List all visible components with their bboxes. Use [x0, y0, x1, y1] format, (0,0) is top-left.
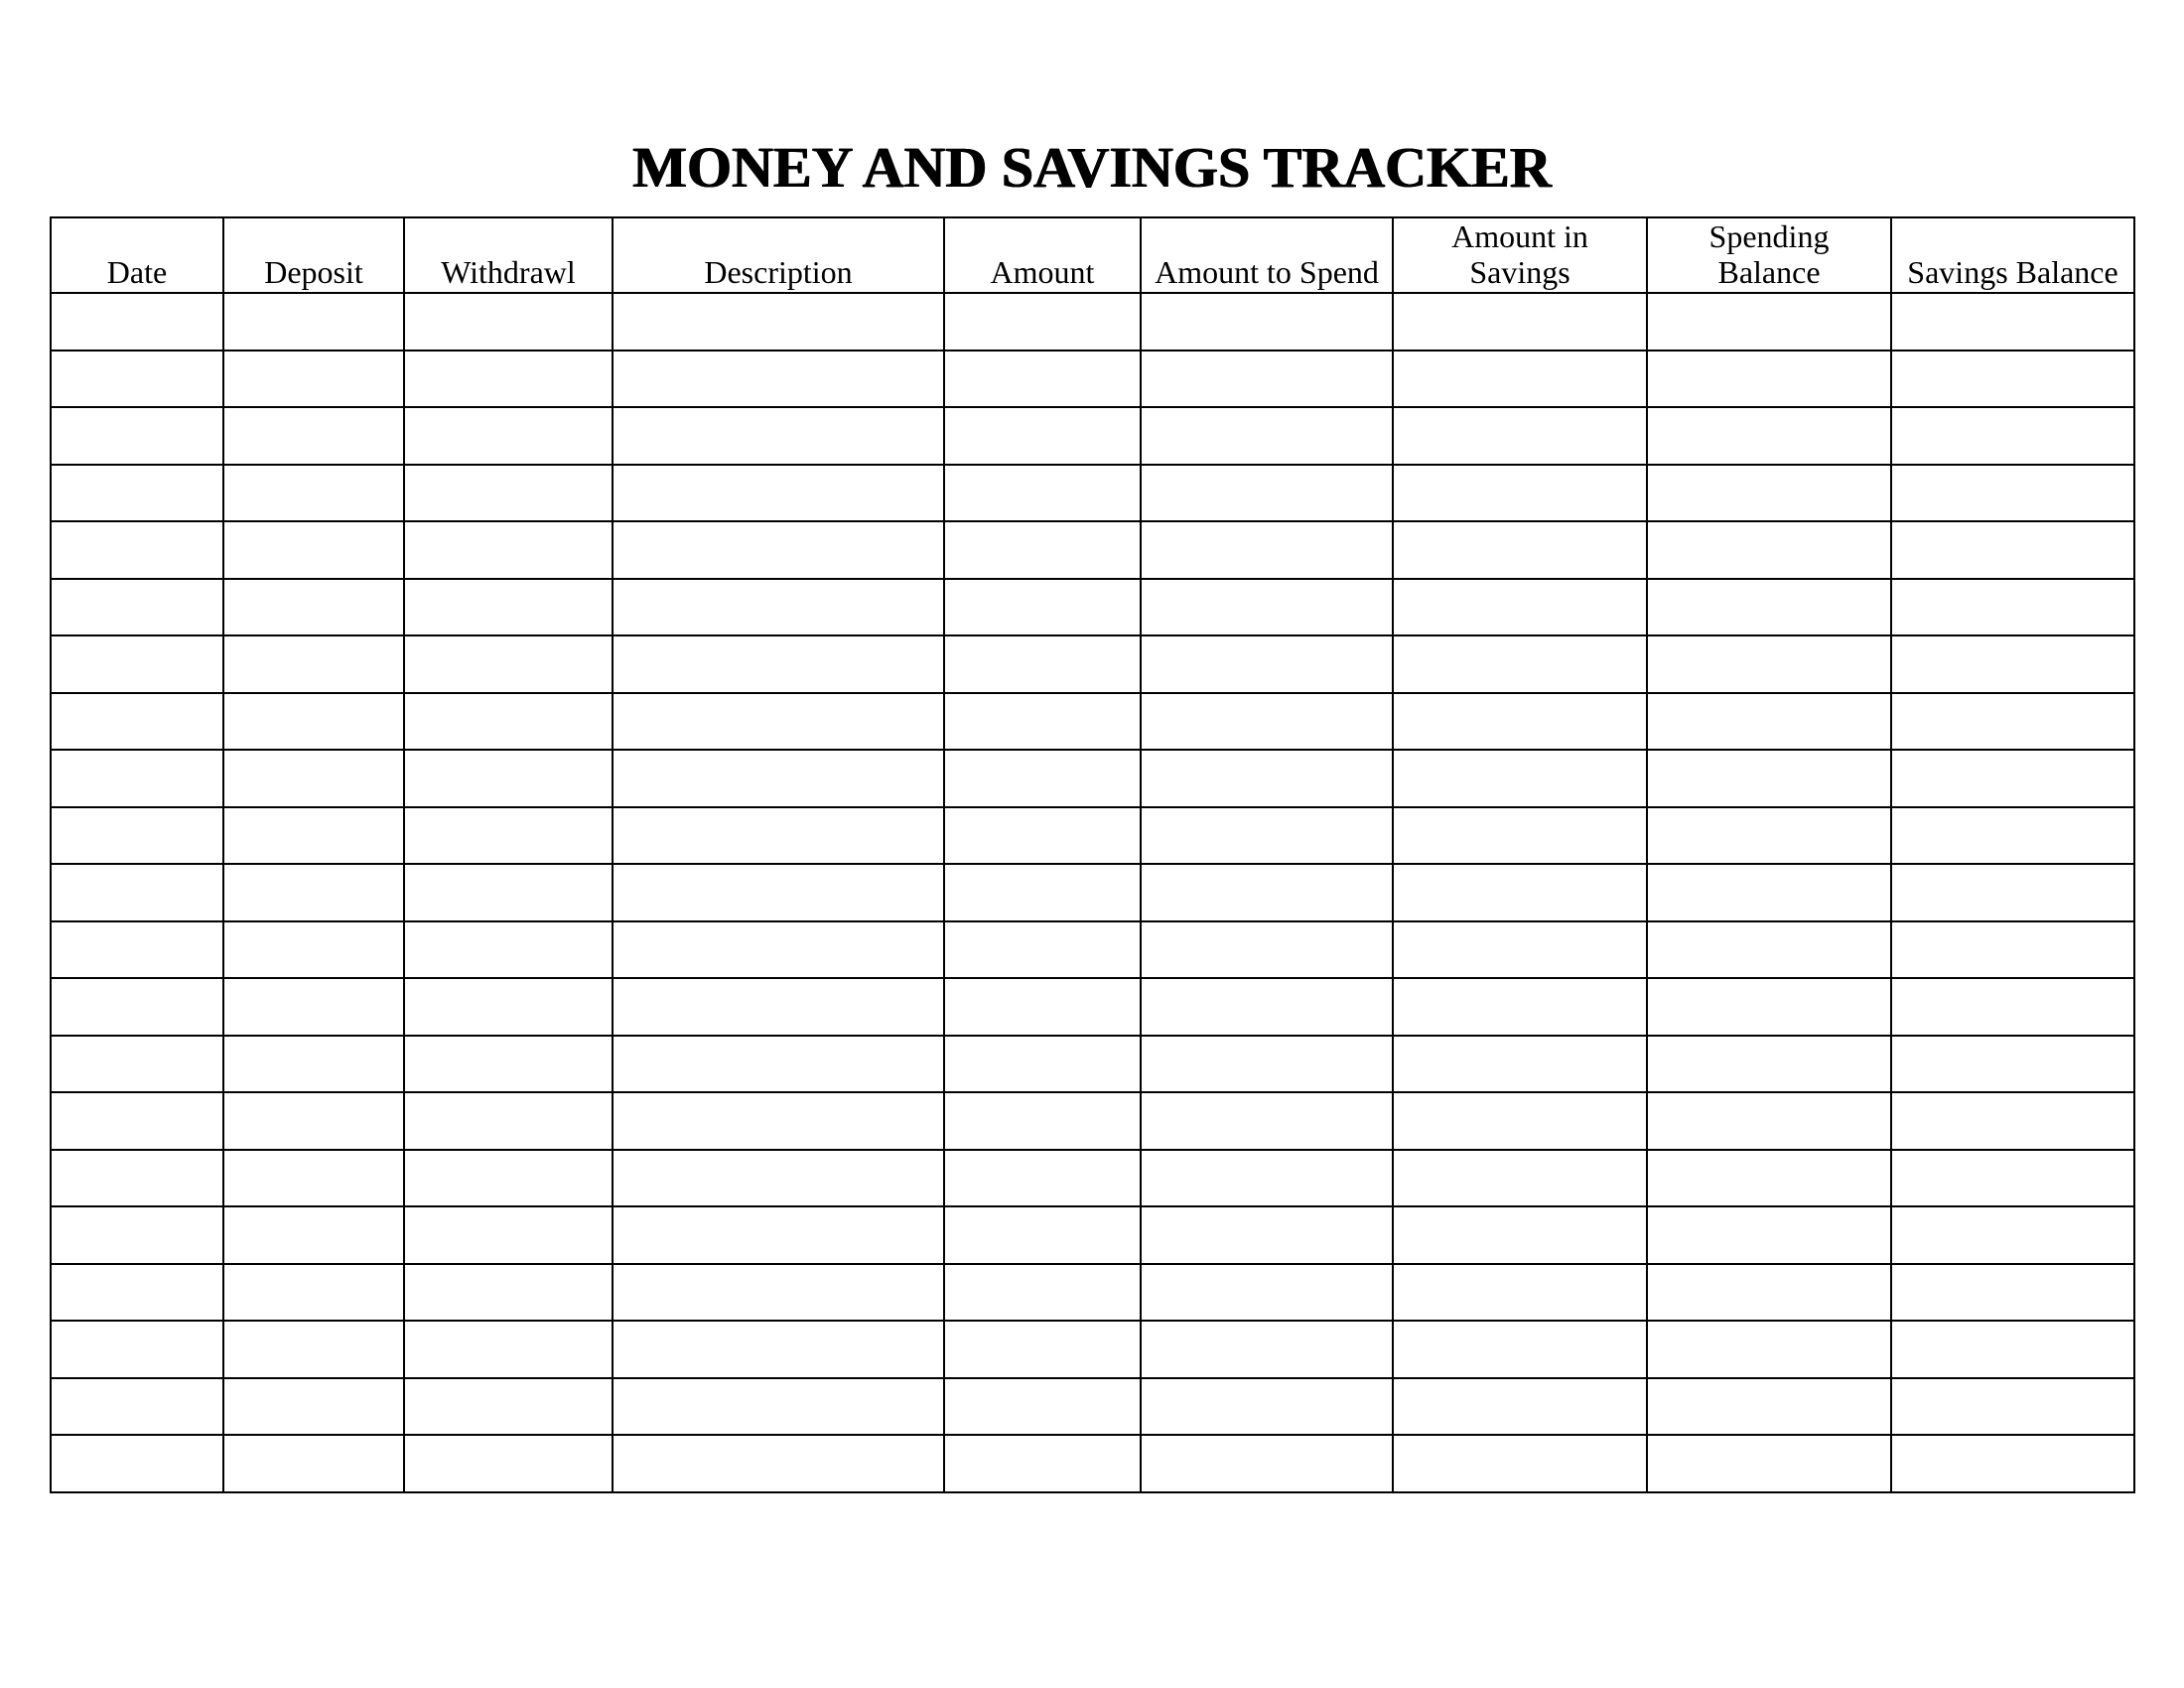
cell-amount-in-savings[interactable]	[1393, 579, 1647, 636]
cell-amount[interactable]	[944, 351, 1141, 408]
cell-savings-balance[interactable]	[1891, 521, 2134, 579]
cell-deposit[interactable]	[223, 750, 404, 807]
column-header-label: Date	[106, 254, 168, 290]
cell-description[interactable]	[613, 978, 944, 1036]
cell-description[interactable]	[613, 465, 944, 522]
cell-savings-balance[interactable]	[1891, 1092, 2134, 1150]
cell-deposit[interactable]	[223, 407, 404, 465]
cell-amount-in-savings[interactable]	[1393, 693, 1647, 751]
cell-date[interactable]	[51, 1264, 223, 1322]
cell-withdrawl[interactable]	[404, 693, 613, 751]
table-row	[51, 693, 2134, 751]
cell-amount-to-spend[interactable]	[1141, 1435, 1393, 1492]
cell-amount-to-spend[interactable]	[1141, 351, 1393, 408]
cell-description[interactable]	[613, 407, 944, 465]
cell-deposit[interactable]	[223, 1206, 404, 1264]
table-row	[51, 465, 2134, 522]
table-row	[51, 407, 2134, 465]
cell-withdrawl[interactable]	[404, 1378, 613, 1436]
cell-deposit[interactable]	[223, 1036, 404, 1093]
cell-amount[interactable]	[944, 293, 1141, 351]
cell-description[interactable]	[613, 351, 944, 408]
cell-description[interactable]	[613, 1036, 944, 1093]
table-row	[51, 1092, 2134, 1150]
cell-deposit[interactable]	[223, 635, 404, 693]
cell-description[interactable]	[613, 1321, 944, 1378]
cell-savings-balance[interactable]	[1891, 978, 2134, 1036]
page-title: MONEY AND SAVINGS TRACKER	[632, 135, 1552, 200]
cell-amount[interactable]	[944, 407, 1141, 465]
cell-date[interactable]	[51, 407, 223, 465]
cell-amount-to-spend[interactable]	[1141, 521, 1393, 579]
cell-spending-balance[interactable]	[1647, 407, 1891, 465]
cell-description[interactable]	[613, 1378, 944, 1436]
cell-withdrawl[interactable]	[404, 635, 613, 693]
cell-amount-to-spend[interactable]	[1141, 1321, 1393, 1378]
table-row	[51, 351, 2134, 408]
cell-amount[interactable]	[944, 579, 1141, 636]
cell-amount[interactable]	[944, 521, 1141, 579]
cell-withdrawl[interactable]	[404, 351, 613, 408]
cell-amount[interactable]	[944, 1264, 1141, 1322]
column-header-label: Amount to Spend	[1155, 254, 1379, 290]
cell-date[interactable]	[51, 921, 223, 979]
column-header-label-line1: Spending	[1708, 218, 1830, 254]
cell-withdrawl[interactable]	[404, 1092, 613, 1150]
cell-savings-balance[interactable]	[1891, 1435, 2134, 1492]
column-header-amount	[944, 217, 1141, 293]
column-header-label-line2: Balance	[1717, 254, 1821, 290]
cell-spending-balance[interactable]	[1647, 465, 1891, 522]
cell-amount-to-spend[interactable]	[1141, 293, 1393, 351]
cell-amount-in-savings[interactable]	[1393, 807, 1647, 865]
cell-description[interactable]	[613, 1264, 944, 1322]
cell-date[interactable]	[51, 1321, 223, 1378]
cell-spending-balance[interactable]	[1647, 921, 1891, 979]
cell-description[interactable]	[613, 579, 944, 636]
table-row	[51, 807, 2134, 865]
cell-amount-to-spend[interactable]	[1141, 465, 1393, 522]
cell-spending-balance[interactable]	[1647, 978, 1891, 1036]
table-row	[51, 293, 2134, 351]
cell-spending-balance[interactable]	[1647, 1150, 1891, 1207]
table-row	[51, 1378, 2134, 1436]
table-row	[51, 1321, 2134, 1378]
cell-withdrawl[interactable]	[404, 521, 613, 579]
cell-amount-to-spend[interactable]	[1141, 693, 1393, 751]
cell-date[interactable]	[51, 693, 223, 751]
column-header-spending-balance	[1647, 217, 1891, 293]
table-row	[51, 1264, 2134, 1322]
cell-deposit[interactable]	[223, 521, 404, 579]
cell-amount[interactable]	[944, 807, 1141, 865]
cell-amount-to-spend[interactable]	[1141, 978, 1393, 1036]
cell-description[interactable]	[613, 293, 944, 351]
cell-amount-to-spend[interactable]	[1141, 1150, 1393, 1207]
cell-date[interactable]	[51, 1378, 223, 1436]
cell-amount-to-spend[interactable]	[1141, 407, 1393, 465]
table-row	[51, 635, 2134, 693]
cell-date[interactable]	[51, 807, 223, 865]
cell-amount[interactable]	[944, 1378, 1141, 1436]
cell-withdrawl[interactable]	[404, 465, 613, 522]
cell-savings-balance[interactable]	[1891, 750, 2134, 807]
cell-amount-to-spend[interactable]	[1141, 921, 1393, 979]
cell-amount-to-spend[interactable]	[1141, 864, 1393, 921]
cell-savings-balance[interactable]	[1891, 635, 2134, 693]
cell-withdrawl[interactable]	[404, 407, 613, 465]
cell-savings-balance[interactable]	[1891, 1321, 2134, 1378]
cell-deposit[interactable]	[223, 864, 404, 921]
cell-spending-balance[interactable]	[1647, 1206, 1891, 1264]
cell-withdrawl[interactable]	[404, 1264, 613, 1322]
cell-description[interactable]	[613, 1092, 944, 1150]
cell-date[interactable]	[51, 1092, 223, 1150]
cell-savings-balance[interactable]	[1891, 1378, 2134, 1436]
cell-amount-in-savings[interactable]	[1393, 1206, 1647, 1264]
cell-amount-in-savings[interactable]	[1393, 293, 1647, 351]
cell-withdrawl[interactable]	[404, 1435, 613, 1492]
cell-date[interactable]	[51, 521, 223, 579]
cell-deposit[interactable]	[223, 978, 404, 1036]
column-header-amount-to-spend	[1141, 217, 1393, 293]
cell-withdrawl[interactable]	[404, 978, 613, 1036]
table-row	[51, 921, 2134, 979]
cell-withdrawl[interactable]	[404, 864, 613, 921]
cell-amount-in-savings[interactable]	[1393, 407, 1647, 465]
cell-amount-to-spend[interactable]	[1141, 807, 1393, 865]
column-header-label: Withdrawl	[441, 254, 576, 290]
table-row	[51, 1206, 2134, 1264]
cell-spending-balance[interactable]	[1647, 293, 1891, 351]
cell-savings-balance[interactable]	[1891, 1036, 2134, 1093]
cell-amount-in-savings[interactable]	[1393, 1036, 1647, 1093]
cell-withdrawl[interactable]	[404, 1150, 613, 1207]
cell-withdrawl[interactable]	[404, 750, 613, 807]
table-row	[51, 864, 2134, 921]
cell-spending-balance[interactable]	[1647, 635, 1891, 693]
column-header-deposit	[223, 217, 404, 293]
cell-description[interactable]	[613, 1206, 944, 1264]
cell-amount[interactable]	[944, 1092, 1141, 1150]
table-row	[51, 521, 2134, 579]
cell-date[interactable]	[51, 1435, 223, 1492]
cell-savings-balance[interactable]	[1891, 693, 2134, 751]
cell-amount[interactable]	[944, 693, 1141, 751]
column-header-label: Deposit	[264, 254, 363, 290]
cell-withdrawl[interactable]	[404, 1206, 613, 1264]
cell-amount[interactable]	[944, 864, 1141, 921]
cell-amount-in-savings[interactable]	[1393, 465, 1647, 522]
cell-amount[interactable]	[944, 1321, 1141, 1378]
column-header-label: Amount	[990, 254, 1095, 290]
column-header-label-line2: Savings	[1469, 254, 1570, 290]
cell-amount-in-savings[interactable]	[1393, 921, 1647, 979]
cell-amount-in-savings[interactable]	[1393, 978, 1647, 1036]
cell-amount-to-spend[interactable]	[1141, 635, 1393, 693]
cell-savings-balance[interactable]	[1891, 1150, 2134, 1207]
column-header-label-line1: Amount in	[1451, 218, 1588, 254]
table-row	[51, 1435, 2134, 1492]
column-header-description	[613, 217, 944, 293]
cell-savings-balance[interactable]	[1891, 465, 2134, 522]
cell-amount-to-spend[interactable]	[1141, 1378, 1393, 1436]
tracker-table	[50, 216, 2135, 1493]
cell-spending-balance[interactable]	[1647, 1321, 1891, 1378]
cell-deposit[interactable]	[223, 1321, 404, 1378]
cell-deposit[interactable]	[223, 1264, 404, 1322]
cell-savings-balance[interactable]	[1891, 293, 2134, 351]
cell-amount[interactable]	[944, 635, 1141, 693]
cell-amount-to-spend[interactable]	[1141, 579, 1393, 636]
cell-withdrawl[interactable]	[404, 921, 613, 979]
cell-amount[interactable]	[944, 465, 1141, 522]
cell-amount[interactable]	[944, 1036, 1141, 1093]
table-row	[51, 579, 2134, 636]
cell-description[interactable]	[613, 1435, 944, 1492]
cell-spending-balance[interactable]	[1647, 1435, 1891, 1492]
cell-amount[interactable]	[944, 1206, 1141, 1264]
cell-deposit[interactable]	[223, 1092, 404, 1150]
cell-deposit[interactable]	[223, 1378, 404, 1436]
cell-spending-balance[interactable]	[1647, 521, 1891, 579]
cell-amount[interactable]	[944, 1435, 1141, 1492]
cell-spending-balance[interactable]	[1647, 1036, 1891, 1093]
column-header-label: Savings Balance	[1907, 254, 2118, 290]
cell-spending-balance[interactable]	[1647, 693, 1891, 751]
cell-savings-balance[interactable]	[1891, 1264, 2134, 1322]
cell-amount-to-spend[interactable]	[1141, 1264, 1393, 1322]
tracker-body	[51, 293, 2134, 1492]
cell-date[interactable]	[51, 864, 223, 921]
cell-amount-in-savings[interactable]	[1393, 1092, 1647, 1150]
cell-deposit[interactable]	[223, 693, 404, 751]
cell-description[interactable]	[613, 807, 944, 865]
cell-date[interactable]	[51, 978, 223, 1036]
cell-savings-balance[interactable]	[1891, 807, 2134, 865]
cell-date[interactable]	[51, 579, 223, 636]
cell-spending-balance[interactable]	[1647, 1378, 1891, 1436]
cell-deposit[interactable]	[223, 293, 404, 351]
cell-amount-to-spend[interactable]	[1141, 1036, 1393, 1093]
cell-amount[interactable]	[944, 921, 1141, 979]
cell-savings-balance[interactable]	[1891, 407, 2134, 465]
cell-deposit[interactable]	[223, 579, 404, 636]
cell-deposit[interactable]	[223, 351, 404, 408]
cell-savings-balance[interactable]	[1891, 579, 2134, 636]
cell-amount-in-savings[interactable]	[1393, 864, 1647, 921]
cell-deposit[interactable]	[223, 807, 404, 865]
cell-description[interactable]	[613, 521, 944, 579]
cell-savings-balance[interactable]	[1891, 921, 2134, 979]
cell-description[interactable]	[613, 864, 944, 921]
column-header-amount-in-savings	[1393, 217, 1647, 293]
cell-date[interactable]	[51, 465, 223, 522]
cell-description[interactable]	[613, 750, 944, 807]
header-row	[51, 217, 2134, 293]
cell-amount-in-savings[interactable]	[1393, 351, 1647, 408]
cell-amount-in-savings[interactable]	[1393, 1435, 1647, 1492]
cell-amount[interactable]	[944, 750, 1141, 807]
table-row	[51, 1036, 2134, 1093]
cell-date[interactable]	[51, 1150, 223, 1207]
cell-spending-balance[interactable]	[1647, 579, 1891, 636]
cell-amount-in-savings[interactable]	[1393, 750, 1647, 807]
cell-description[interactable]	[613, 1150, 944, 1207]
cell-description[interactable]	[613, 921, 944, 979]
cell-date[interactable]	[51, 1036, 223, 1093]
cell-amount-to-spend[interactable]	[1141, 1092, 1393, 1150]
cell-description[interactable]	[613, 693, 944, 751]
cell-amount-in-savings[interactable]	[1393, 635, 1647, 693]
table-row	[51, 750, 2134, 807]
cell-spending-balance[interactable]	[1647, 750, 1891, 807]
cell-amount-in-savings[interactable]	[1393, 1150, 1647, 1207]
cell-savings-balance[interactable]	[1891, 1206, 2134, 1264]
cell-amount-to-spend[interactable]	[1141, 750, 1393, 807]
cell-amount-in-savings[interactable]	[1393, 1378, 1647, 1436]
cell-date[interactable]	[51, 635, 223, 693]
cell-deposit[interactable]	[223, 1150, 404, 1207]
cell-spending-balance[interactable]	[1647, 864, 1891, 921]
cell-withdrawl[interactable]	[404, 807, 613, 865]
cell-spending-balance[interactable]	[1647, 351, 1891, 408]
cell-spending-balance[interactable]	[1647, 1092, 1891, 1150]
cell-date[interactable]	[51, 750, 223, 807]
cell-amount-to-spend[interactable]	[1141, 1206, 1393, 1264]
cell-savings-balance[interactable]	[1891, 864, 2134, 921]
column-header-withdrawl	[404, 217, 613, 293]
column-header-savings-balance	[1891, 217, 2134, 293]
table-row	[51, 978, 2134, 1036]
cell-spending-balance[interactable]	[1647, 1264, 1891, 1322]
cell-amount-in-savings[interactable]	[1393, 1264, 1647, 1322]
column-header-date	[51, 217, 223, 293]
cell-date[interactable]	[51, 293, 223, 351]
column-header-label: Description	[704, 254, 853, 290]
cell-amount-in-savings[interactable]	[1393, 521, 1647, 579]
cell-withdrawl[interactable]	[404, 1036, 613, 1093]
cell-description[interactable]	[613, 635, 944, 693]
cell-spending-balance[interactable]	[1647, 807, 1891, 865]
cell-withdrawl[interactable]	[404, 1321, 613, 1378]
cell-deposit[interactable]	[223, 1435, 404, 1492]
cell-savings-balance[interactable]	[1891, 351, 2134, 408]
cell-deposit[interactable]	[223, 921, 404, 979]
cell-amount-in-savings[interactable]	[1393, 1321, 1647, 1378]
cell-date[interactable]	[51, 351, 223, 408]
cell-amount[interactable]	[944, 1150, 1141, 1207]
cell-deposit[interactable]	[223, 465, 404, 522]
cell-amount[interactable]	[944, 978, 1141, 1036]
table-row	[51, 1150, 2134, 1207]
cell-withdrawl[interactable]	[404, 293, 613, 351]
cell-withdrawl[interactable]	[404, 579, 613, 636]
cell-date[interactable]	[51, 1206, 223, 1264]
